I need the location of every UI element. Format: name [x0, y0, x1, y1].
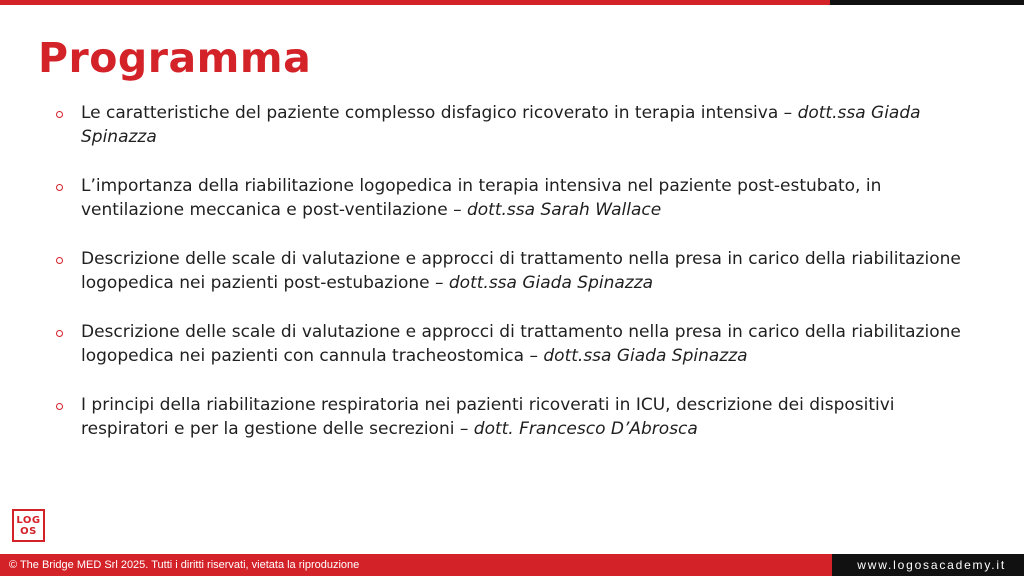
top-accent-bar [0, 0, 830, 5]
circle-bullet-icon [56, 257, 63, 264]
slide-title: Programma [38, 34, 312, 82]
circle-bullet-icon [56, 403, 63, 410]
circle-bullet-icon [56, 111, 63, 118]
agenda-item [52, 247, 982, 295]
agenda-item-text: L’importanza della riabilitazione logopedica in terapia intensiva nel paziente post-estubato, in ventilazione meccanica e post-ventilazione – [81, 176, 882, 220]
agenda-item-speaker: dott. Francesco D’Abrosca [473, 419, 698, 439]
agenda-item [52, 101, 982, 149]
circle-bullet-icon [56, 184, 63, 191]
agenda-item-speaker: dott.ssa Sarah Wallace [466, 200, 662, 220]
circle-bullet-icon [56, 330, 63, 337]
logo-line-1: LOG [16, 514, 41, 526]
logo-line-2: OS [20, 525, 37, 537]
top-dark-bar [830, 0, 1024, 5]
footer-copyright: © The Bridge MED Srl 2025. Tutti i diritti riservati, vietata la riproduzione [0, 554, 832, 576]
agenda-item-text: I principi della riabilitazione respiratoria nei pazienti ricoverati in ICU, descrizione dei dispositivi respiratori e per la gestione delle secrezioni – [81, 395, 895, 439]
agenda-item-text: Descrizione delle scale di valutazione e approcci di trattamento nella presa in carico della riabilitazione logopedica nei pazienti post-estubazione – [81, 249, 961, 293]
agenda-item [52, 393, 982, 441]
agenda-item-speaker: dott.ssa Giada Spinazza [448, 273, 654, 293]
footer-website-link[interactable]: www.logosacademy.it [832, 554, 1024, 576]
agenda-item-speaker: dott.ssa Giada Spinazza [81, 103, 921, 147]
agenda-item [52, 174, 982, 222]
logos-logo [12, 509, 45, 542]
agenda-item [52, 320, 982, 368]
agenda-item-text: Descrizione delle scale di valutazione e approcci di trattamento nella presa in carico della riabilitazione logopedica nei pazienti con cannula tracheostomica – [81, 322, 961, 366]
agenda-item-text: Le caratteristiche del paziente complesso disfagico ricoverato in terapia intensiva – [81, 103, 798, 123]
agenda-list [52, 101, 982, 466]
agenda-item-speaker: dott.ssa Giada Spinazza [543, 346, 748, 366]
